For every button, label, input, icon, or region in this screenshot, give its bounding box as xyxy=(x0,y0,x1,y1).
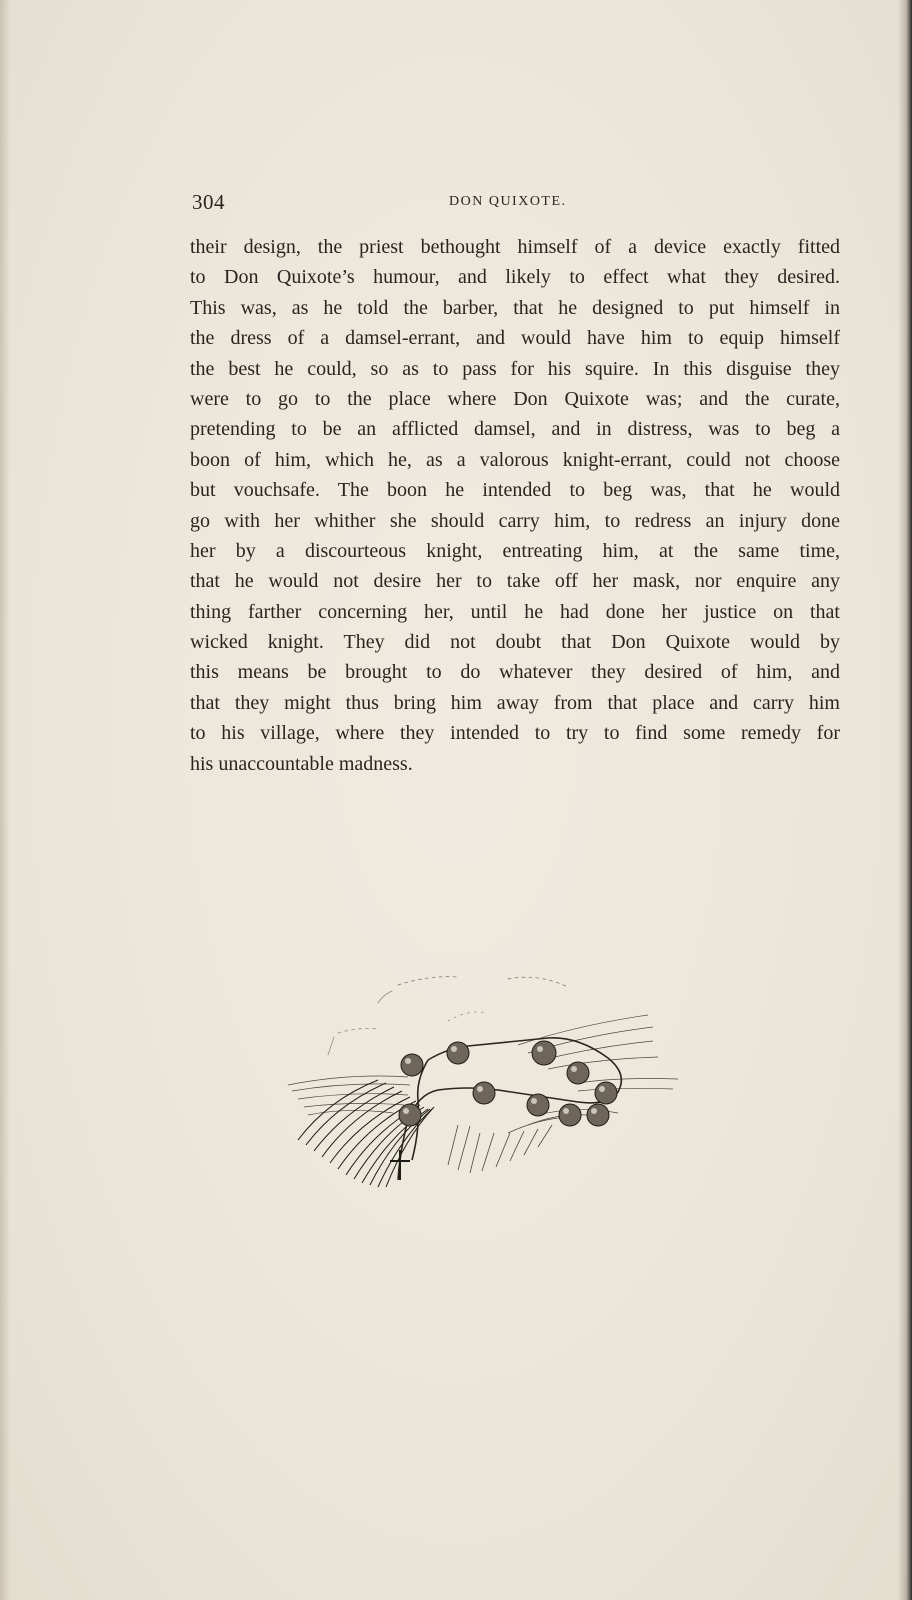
text-line: go with her whither she should carry him, to redress an injury done xyxy=(190,509,840,532)
running-title: DON QUIXOTE. xyxy=(449,194,567,209)
text-line: but vouchsafe. The boon he intended to beg was, that he would xyxy=(190,479,840,502)
text-line: This was, as he told the barber, that he designed to put himself in xyxy=(190,296,840,319)
text-line: her by a discourteous knight, entreating him, at the same time, xyxy=(190,539,840,562)
page-left-edge xyxy=(0,0,10,1600)
running-head xyxy=(192,190,840,220)
rosary-illustration xyxy=(278,965,688,1195)
text-line: thing farther concerning her, until he had done her justice on that xyxy=(190,600,840,623)
text-line: that he would not desire her to take off her mask, nor enquire any xyxy=(190,570,840,593)
text-line: to his village, where they intended to try to find some remedy for xyxy=(190,722,840,745)
body-paragraph xyxy=(190,232,840,779)
text-line: the dress of a damsel-errant, and would have him to equip himself xyxy=(190,327,840,350)
text-line: his unaccountable madness. xyxy=(190,752,413,775)
text-line: this means be brought to do whatever they desired of him, and xyxy=(190,661,840,684)
text-line: boon of him, which he, as a valorous knight-errant, could not choose xyxy=(190,448,840,471)
text-line: that they might thus bring him away from that place and carry him xyxy=(190,691,840,714)
text-line: wicked knight. They did not doubt that Don Quixote would by xyxy=(190,631,840,654)
page-number: 304 xyxy=(192,190,225,214)
page-right-edge-shadow xyxy=(898,0,912,1600)
text-line: their design, the priest bethought himself of a device exactly fitted xyxy=(190,236,840,258)
text-line: the best he could, so as to pass for his squire. In this disguise they xyxy=(190,357,840,380)
text-line: pretending to be an afflicted damsel, and in distress, was to beg a xyxy=(190,418,840,441)
text-line: to Don Quixote’s humour, and likely to effect what they desired. xyxy=(190,266,840,289)
text-line: were to go to the place where Don Quixote was; and the curate, xyxy=(190,387,840,410)
